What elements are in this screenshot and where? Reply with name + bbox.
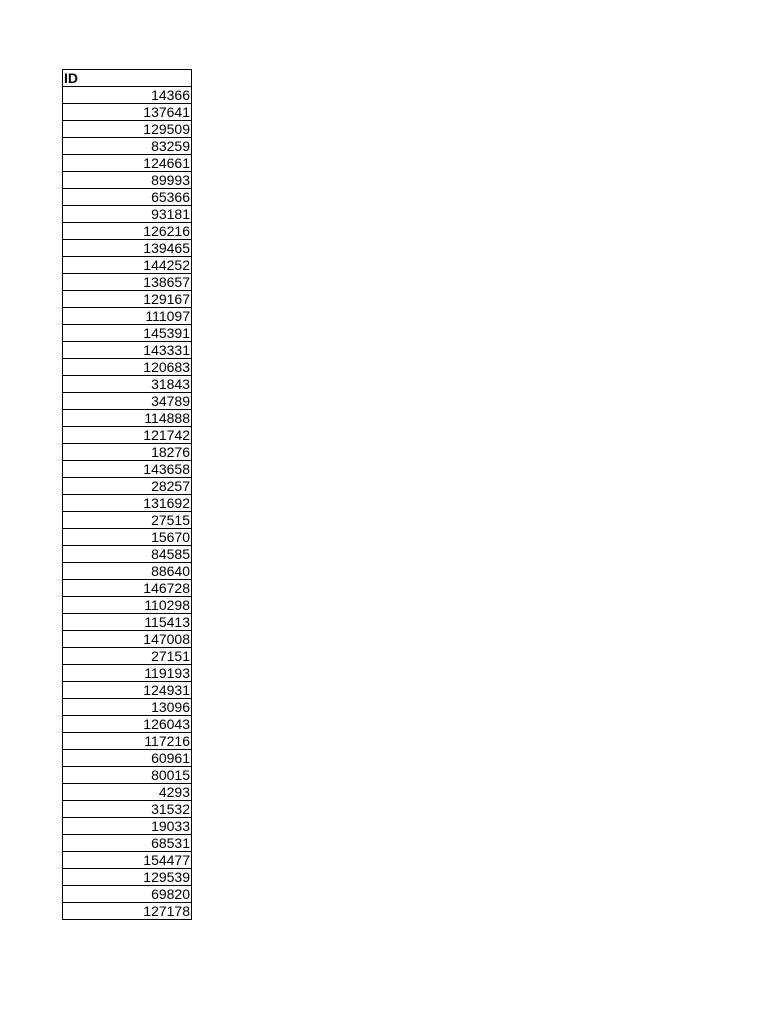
id-cell: 126043 bbox=[63, 716, 192, 733]
table-row bbox=[63, 529, 192, 546]
table-row bbox=[63, 87, 192, 104]
id-cell: 15670 bbox=[63, 529, 192, 546]
table-row bbox=[63, 818, 192, 835]
table-row bbox=[63, 342, 192, 359]
table-row bbox=[63, 716, 192, 733]
id-cell: 143331 bbox=[63, 342, 192, 359]
table-row bbox=[63, 138, 192, 155]
id-cell: 119193 bbox=[63, 665, 192, 682]
id-cell: 120683 bbox=[63, 359, 192, 376]
table-row bbox=[63, 750, 192, 767]
table-row bbox=[63, 614, 192, 631]
id-cell: 154477 bbox=[63, 852, 192, 869]
id-cell: 19033 bbox=[63, 818, 192, 835]
id-cell: 117216 bbox=[63, 733, 192, 750]
id-cell: 147008 bbox=[63, 631, 192, 648]
id-cell: 139465 bbox=[63, 240, 192, 257]
table-row bbox=[63, 648, 192, 665]
spreadsheet-page bbox=[62, 69, 192, 920]
table-row bbox=[63, 597, 192, 614]
table-row bbox=[63, 427, 192, 444]
id-cell: 146728 bbox=[63, 580, 192, 597]
table-row bbox=[63, 325, 192, 342]
id-table bbox=[62, 69, 192, 920]
table-row bbox=[63, 852, 192, 869]
table-row bbox=[63, 376, 192, 393]
table-row bbox=[63, 682, 192, 699]
table-row bbox=[63, 444, 192, 461]
id-cell: 68531 bbox=[63, 835, 192, 852]
id-cell: 93181 bbox=[63, 206, 192, 223]
id-cell: 14366 bbox=[63, 87, 192, 104]
table-row bbox=[63, 461, 192, 478]
table-row bbox=[63, 240, 192, 257]
table-row bbox=[63, 410, 192, 427]
table-row bbox=[63, 359, 192, 376]
id-cell: 65366 bbox=[63, 189, 192, 206]
table-row bbox=[63, 189, 192, 206]
id-cell: 126216 bbox=[63, 223, 192, 240]
id-cell: 115413 bbox=[63, 614, 192, 631]
table-row bbox=[63, 631, 192, 648]
id-cell: 110298 bbox=[63, 597, 192, 614]
id-cell: 127178 bbox=[63, 903, 192, 920]
table-body bbox=[63, 87, 192, 920]
id-cell: 80015 bbox=[63, 767, 192, 784]
table-row bbox=[63, 478, 192, 495]
id-cell: 31843 bbox=[63, 376, 192, 393]
table-row bbox=[63, 733, 192, 750]
table-row bbox=[63, 495, 192, 512]
table-row bbox=[63, 308, 192, 325]
table-row bbox=[63, 699, 192, 716]
id-cell: 69820 bbox=[63, 886, 192, 903]
table-row bbox=[63, 291, 192, 308]
id-cell: 129167 bbox=[63, 291, 192, 308]
table-row bbox=[63, 580, 192, 597]
table-row bbox=[63, 223, 192, 240]
id-cell: 13096 bbox=[63, 699, 192, 716]
id-cell: 27151 bbox=[63, 648, 192, 665]
id-cell: 138657 bbox=[63, 274, 192, 291]
table-row bbox=[63, 121, 192, 138]
table-row bbox=[63, 512, 192, 529]
id-cell: 124931 bbox=[63, 682, 192, 699]
table-row bbox=[63, 155, 192, 172]
table-row bbox=[63, 546, 192, 563]
id-cell: 129509 bbox=[63, 121, 192, 138]
id-cell: 89993 bbox=[63, 172, 192, 189]
table-row bbox=[63, 767, 192, 784]
id-cell: 131692 bbox=[63, 495, 192, 512]
table-row bbox=[63, 206, 192, 223]
table-header-row bbox=[63, 70, 192, 87]
id-cell: 121742 bbox=[63, 427, 192, 444]
id-cell: 88640 bbox=[63, 563, 192, 580]
table-row bbox=[63, 886, 192, 903]
table-row bbox=[63, 801, 192, 818]
table-row bbox=[63, 903, 192, 920]
table-row bbox=[63, 869, 192, 886]
id-cell: 27515 bbox=[63, 512, 192, 529]
table-row bbox=[63, 784, 192, 801]
table-row bbox=[63, 104, 192, 121]
table-row bbox=[63, 172, 192, 189]
table-row bbox=[63, 665, 192, 682]
table-row bbox=[63, 393, 192, 410]
table-row bbox=[63, 274, 192, 291]
column-header-id: ID bbox=[63, 70, 192, 87]
id-cell: 111097 bbox=[63, 308, 192, 325]
id-cell: 143658 bbox=[63, 461, 192, 478]
table-row bbox=[63, 257, 192, 274]
id-cell: 137641 bbox=[63, 104, 192, 121]
id-cell: 83259 bbox=[63, 138, 192, 155]
id-cell: 4293 bbox=[63, 784, 192, 801]
table-row bbox=[63, 835, 192, 852]
id-cell: 31532 bbox=[63, 801, 192, 818]
id-cell: 84585 bbox=[63, 546, 192, 563]
id-cell: 129539 bbox=[63, 869, 192, 886]
id-cell: 114888 bbox=[63, 410, 192, 427]
id-cell: 28257 bbox=[63, 478, 192, 495]
id-cell: 34789 bbox=[63, 393, 192, 410]
id-cell: 124661 bbox=[63, 155, 192, 172]
id-cell: 145391 bbox=[63, 325, 192, 342]
table-row bbox=[63, 563, 192, 580]
id-cell: 144252 bbox=[63, 257, 192, 274]
id-cell: 60961 bbox=[63, 750, 192, 767]
id-cell: 18276 bbox=[63, 444, 192, 461]
